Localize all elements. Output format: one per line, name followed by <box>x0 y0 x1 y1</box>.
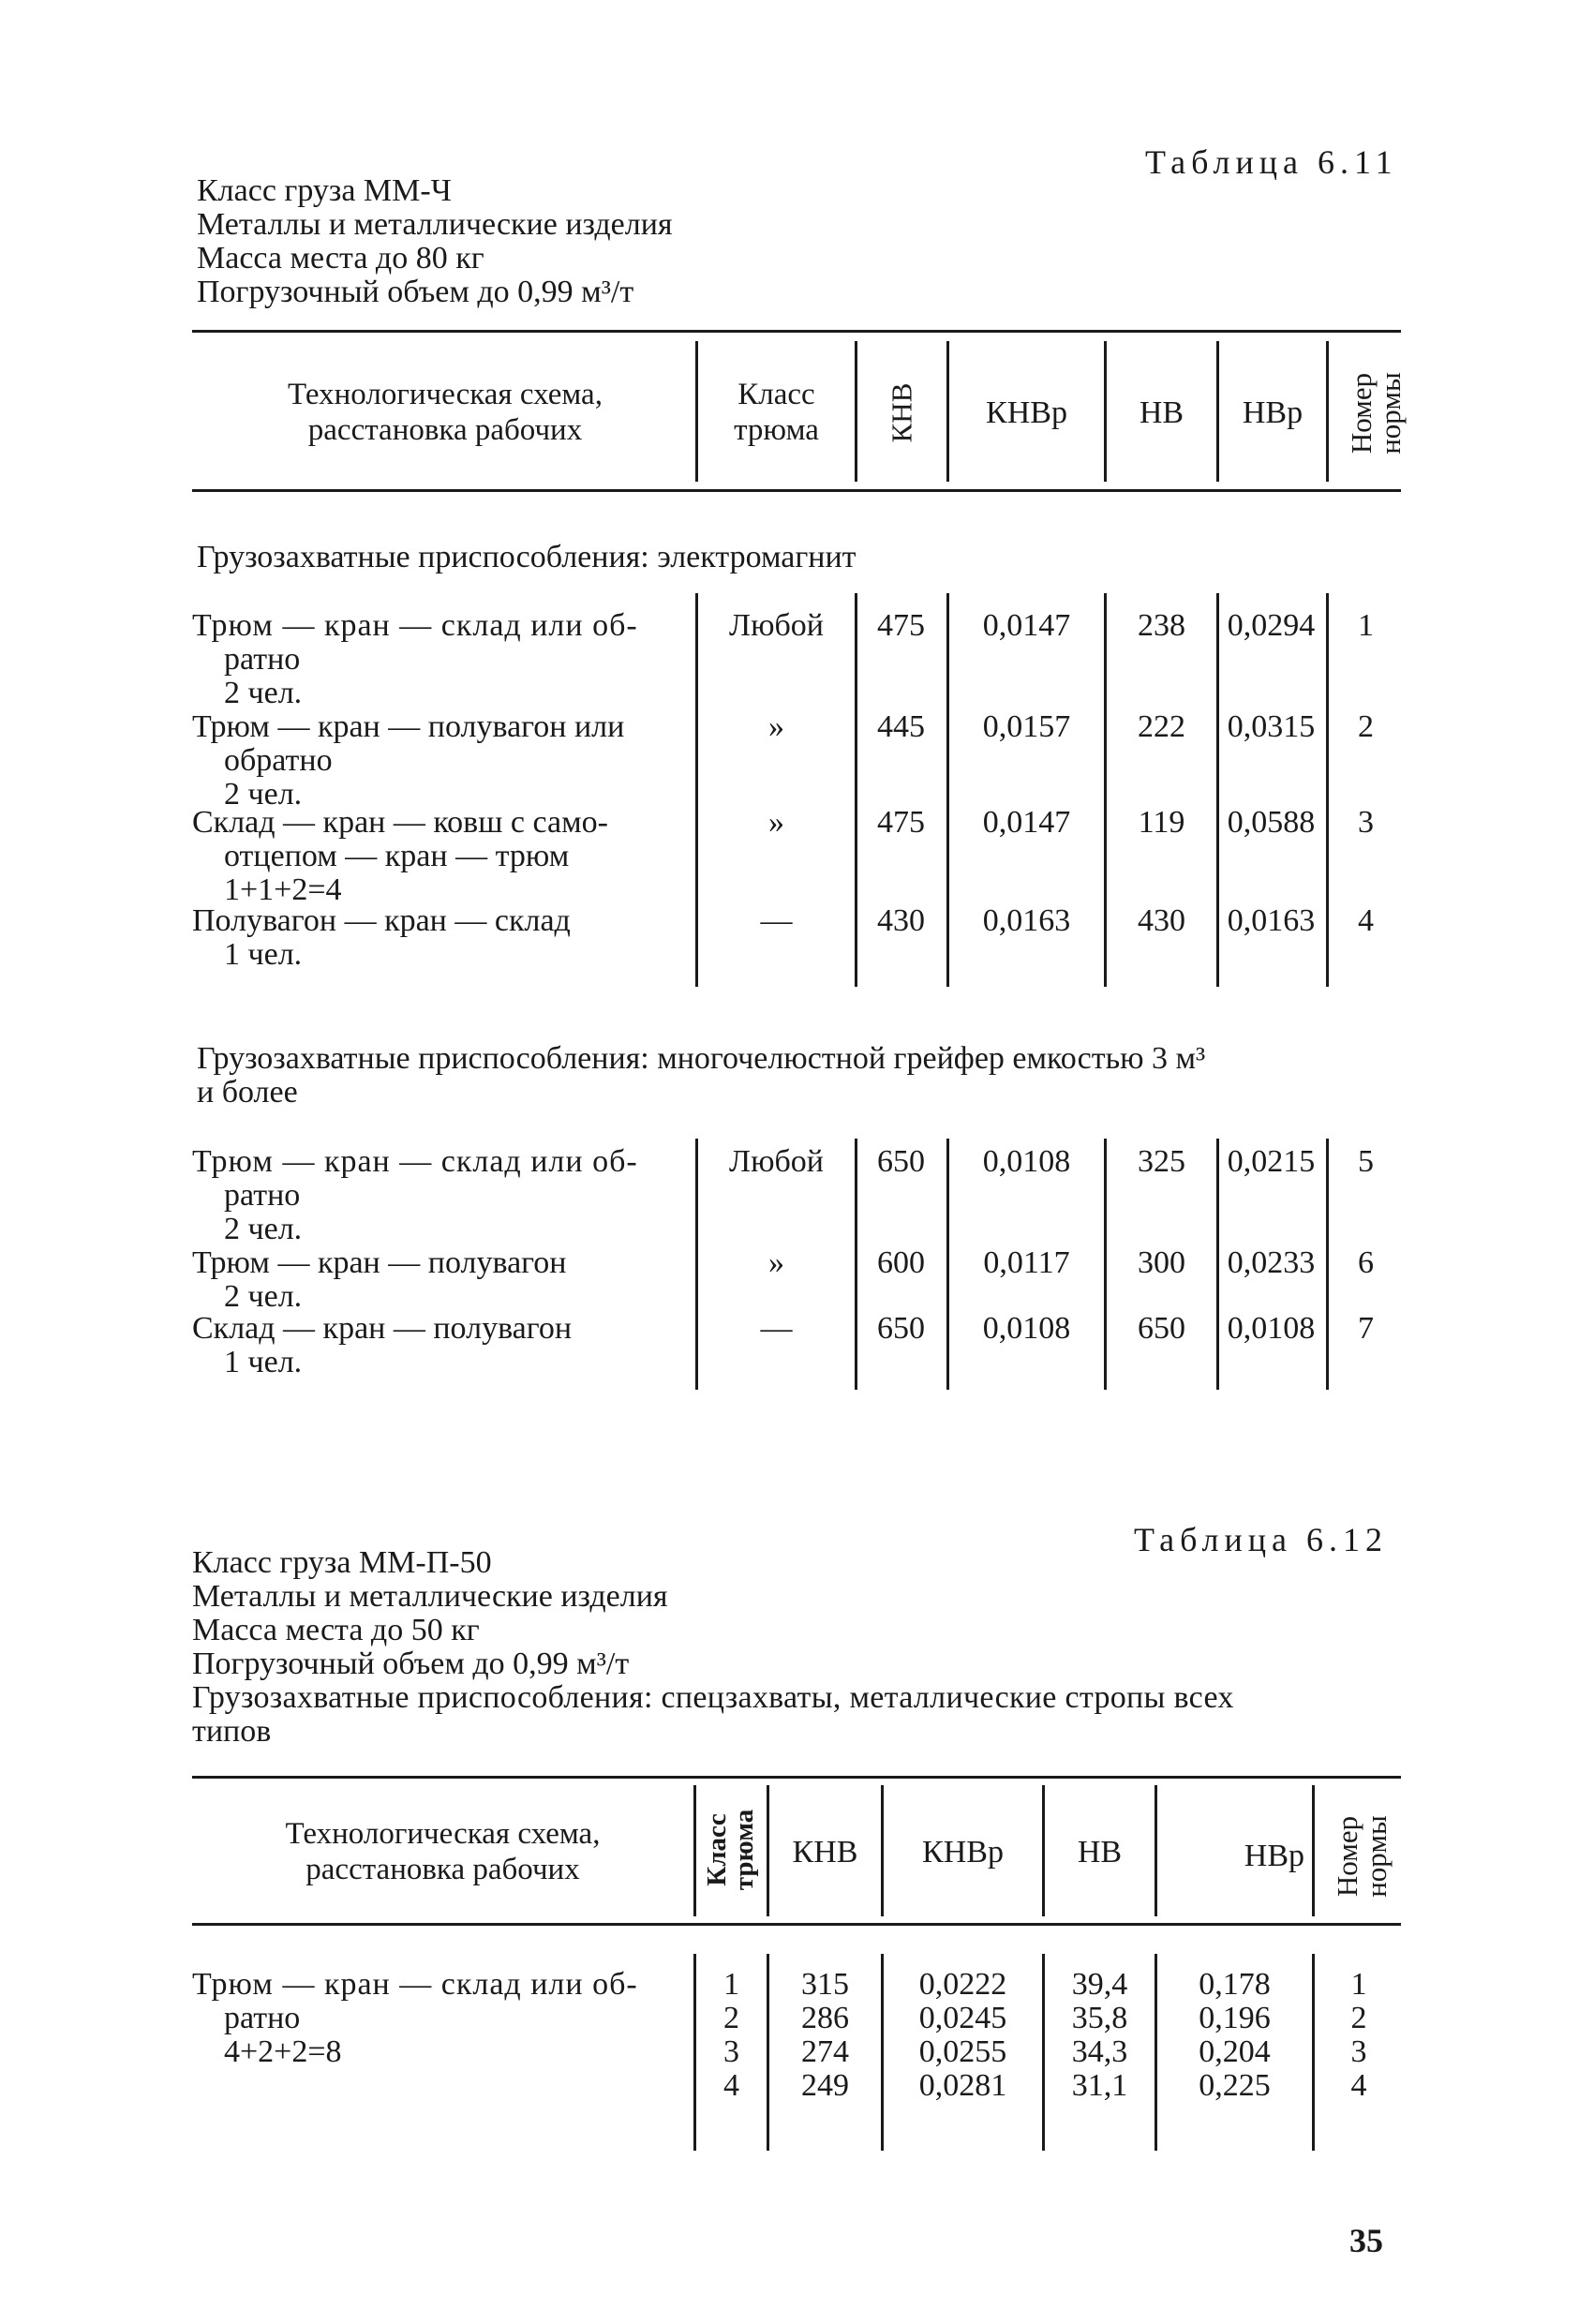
norm-cell: 4 <box>1358 903 1374 938</box>
nv-cell: 650 <box>1138 1311 1185 1346</box>
table-caption <box>192 1546 1401 1749</box>
table-header-rule <box>192 489 1401 492</box>
col-divider <box>1326 593 1329 987</box>
knv-value: 315 <box>801 1967 849 2002</box>
knv-cell: 600 <box>877 1245 925 1280</box>
nv-value: 34,3 <box>1071 2034 1128 2069</box>
col-divider <box>1326 1139 1329 1390</box>
group-title-line: и более <box>197 1075 298 1110</box>
knvr-cell: 0,0147 <box>982 805 1071 840</box>
knvr-cell: 0,0147 <box>982 608 1071 643</box>
scheme-text: 1 чел. <box>224 937 303 972</box>
scheme-text: ратно <box>224 2001 301 2035</box>
scheme-text: обратно <box>224 743 333 778</box>
header-text: Класс <box>737 378 815 411</box>
column-header-knvr: КНВр <box>986 395 1067 430</box>
table-top-rule <box>192 1776 1401 1779</box>
group-title-line: Грузозахватные приспособления: многочелюстной грейфер емкостью 3 м³ <box>197 1041 1206 1076</box>
knvr-cell: 0,0163 <box>982 903 1071 938</box>
col-divider <box>693 1785 696 1916</box>
group-title: Грузозахватные приспособления: электромагнит <box>197 540 857 574</box>
scheme-text: 2 чел. <box>224 1212 303 1246</box>
header-text: Номер <box>1331 1815 1363 1898</box>
scheme-text: 1 чел. <box>224 1345 303 1379</box>
table-row <box>192 1968 689 2069</box>
knvr-value: 0,0245 <box>918 2001 1007 2035</box>
scheme-text: ратно <box>224 642 301 677</box>
nvr-value: 0,196 <box>1199 2001 1271 2035</box>
scheme-text: 2 чел. <box>224 1279 303 1314</box>
norm-cell: 1 <box>1358 608 1374 643</box>
gripping-devices-cont: типов <box>192 1714 272 1749</box>
knvr-cell: 0,0108 <box>982 1311 1071 1346</box>
knv-value: 286 <box>801 2001 849 2035</box>
norm-cell: 7 <box>1358 1311 1374 1346</box>
col-divider <box>1326 341 1329 482</box>
hold-class-value: 3 <box>723 2034 739 2069</box>
cargo-volume: Погрузочный объем до 0,99 м³/т <box>197 275 634 309</box>
table-row <box>192 1312 689 1379</box>
col-divider <box>855 341 857 482</box>
header-text: Номер <box>1345 372 1378 454</box>
nv-cell <box>1045 1968 1155 2103</box>
knv-cell: 650 <box>877 1311 925 1346</box>
knvr-cell: 0,0108 <box>982 1144 1071 1179</box>
scheme-text: Трюм — кран — полувагон <box>192 1245 567 1280</box>
table-header-rule <box>192 1923 1401 1926</box>
header-text: нормы <box>1360 1815 1393 1898</box>
scheme-text: отцепом — кран — трюм <box>224 839 570 873</box>
nvr-cell: 0,0588 <box>1227 805 1316 840</box>
norm-value: 1 <box>1350 1967 1367 2002</box>
nvr-cell: 0,0108 <box>1227 1311 1316 1346</box>
norm-cell <box>1317 1968 1401 2103</box>
knvr-cell: 0,0157 <box>982 709 1071 744</box>
cargo-volume: Погрузочный объем до 0,99 м³/т <box>192 1646 630 1681</box>
table-label: Таблица 6.11 <box>1145 143 1398 181</box>
knv-cell: 650 <box>877 1144 925 1179</box>
hold-class-value: 2 <box>723 2001 739 2035</box>
scheme-text: 1+1+2=4 <box>224 872 342 907</box>
header-text: нормы <box>1374 372 1407 454</box>
scheme-text: ратно <box>224 1178 301 1213</box>
hold-class-cell: — <box>760 1311 793 1346</box>
table-caption <box>197 174 673 309</box>
table-label: Таблица 6.12 <box>1134 1521 1388 1558</box>
header-text: расстановка рабочих <box>305 1853 580 1886</box>
norm-value: 3 <box>1350 2034 1367 2069</box>
table-row <box>192 710 689 812</box>
table-row <box>192 904 689 972</box>
hold-class-cell <box>696 1968 767 2103</box>
column-header-nv: НВ <box>1139 395 1184 430</box>
knvr-value: 0,0255 <box>918 2034 1007 2069</box>
knvr-value: 0,0281 <box>918 2068 1007 2103</box>
column-header-hold-class <box>704 1794 758 1906</box>
nv-value: 35,8 <box>1071 2001 1128 2035</box>
cargo-mass: Масса места до 50 кг <box>192 1613 480 1647</box>
scheme-text: Склад — кран — ковш с само- <box>192 805 608 840</box>
cargo-class: Класс груза ММ-П-50 <box>192 1545 492 1580</box>
nv-value: 31,1 <box>1071 2068 1128 2103</box>
scheme-text: Склад — кран — полувагон <box>192 1311 573 1346</box>
scheme-text: 4+2+2=8 <box>224 2034 342 2069</box>
scheme-text: 2 чел. <box>224 676 303 710</box>
nvr-cell: 0,0233 <box>1227 1245 1316 1280</box>
header-text: Технологическая схема, <box>288 378 603 411</box>
hold-class-value: 4 <box>723 2068 739 2103</box>
header-text: трюма <box>734 413 819 447</box>
hold-class-value: 1 <box>723 1967 739 2002</box>
norm-cell: 3 <box>1358 805 1374 840</box>
hold-class-cell: » <box>768 805 784 840</box>
knvr-cell <box>884 1968 1042 2103</box>
knv-cell: 475 <box>877 608 925 643</box>
knvr-cell: 0,0117 <box>983 1245 1070 1280</box>
hold-class-cell: Любой <box>729 1144 824 1179</box>
norm-cell: 2 <box>1358 709 1374 744</box>
table-row <box>192 806 689 907</box>
column-header-norm <box>1347 343 1405 484</box>
scheme-text: Трюм — кран — полувагон или <box>192 709 625 744</box>
column-header-nvr: НВр <box>1242 395 1304 430</box>
column-header-nv: НВ <box>1077 1835 1123 1870</box>
column-header-knv: КНВ <box>792 1835 858 1870</box>
hold-class-cell: Любой <box>729 608 824 643</box>
cargo-class: Класс груза ММ-Ч <box>197 173 452 208</box>
nvr-cell: 0,0315 <box>1227 709 1316 744</box>
column-header-hold-class <box>698 377 855 448</box>
nvr-value: 0,178 <box>1199 1967 1271 2002</box>
nv-cell: 300 <box>1138 1245 1185 1280</box>
table-top-rule <box>192 330 1401 333</box>
cargo-mass: Масса места до 80 кг <box>197 241 484 276</box>
nvr-cell: 0,0163 <box>1227 903 1316 938</box>
group-title <box>197 1042 1406 1110</box>
col-divider <box>1312 1954 1315 2151</box>
norm-cell: 6 <box>1358 1245 1374 1280</box>
nv-cell: 325 <box>1138 1144 1185 1179</box>
knv-value: 274 <box>801 2034 849 2069</box>
gripping-devices: Грузозахватные приспособления: спецзахваты, металлические стропы всех <box>192 1680 1234 1715</box>
column-header-knv: КНВ <box>885 382 918 443</box>
column-header-scheme <box>197 1816 689 1887</box>
table-row <box>192 609 689 710</box>
page-number: 35 <box>1349 2222 1383 2259</box>
norm-value: 4 <box>1350 2068 1367 2103</box>
hold-class-cell: » <box>768 1245 784 1280</box>
column-header-knvr: КНВр <box>922 1835 1004 1870</box>
header-text: расстановка рабочих <box>307 413 583 447</box>
knv-cell <box>769 1968 881 2103</box>
header-text: трюма <box>729 1809 759 1891</box>
cargo-description: Металлы и металлические изделия <box>192 1579 668 1614</box>
norm-value: 2 <box>1350 2001 1367 2035</box>
nvr-value: 0,225 <box>1199 2068 1271 2103</box>
nv-cell: 119 <box>1138 805 1185 840</box>
scheme-text: Трюм — кран — склад или об- <box>192 608 638 643</box>
header-text: Технологическая схема, <box>285 1817 601 1851</box>
nv-cell: 222 <box>1138 709 1185 744</box>
column-header-norm <box>1333 1786 1391 1927</box>
norm-cell: 5 <box>1358 1144 1374 1179</box>
nvr-cell: 0,0215 <box>1227 1144 1316 1179</box>
knv-cell: 445 <box>877 709 925 744</box>
scheme-text: Трюм — кран — склад или об- <box>192 1967 638 2002</box>
column-header-nvr: НВр <box>1244 1839 1304 1873</box>
nvr-cell <box>1157 1968 1312 2103</box>
nv-cell: 430 <box>1138 903 1185 938</box>
column-header-scheme <box>197 377 693 448</box>
nvr-value: 0,204 <box>1199 2034 1271 2069</box>
knv-value: 249 <box>801 2068 849 2103</box>
cargo-description: Металлы и металлические изделия <box>197 207 673 242</box>
knv-cell: 430 <box>877 903 925 938</box>
table-row <box>192 1145 689 1246</box>
hold-class-cell: — <box>760 903 793 938</box>
hold-class-cell: » <box>768 709 784 744</box>
table-row <box>192 1246 689 1314</box>
nv-value: 39,4 <box>1071 1967 1128 2002</box>
nv-cell: 238 <box>1138 608 1185 643</box>
knv-cell: 475 <box>877 805 925 840</box>
knvr-value: 0,0222 <box>918 1967 1007 2002</box>
nvr-cell: 0,0294 <box>1227 608 1316 643</box>
scheme-text: Трюм — кран — склад или об- <box>192 1144 638 1179</box>
col-divider <box>1312 1785 1315 1916</box>
scheme-text: Полувагон — кран — склад <box>192 903 571 938</box>
header-text: Класс <box>702 1813 732 1886</box>
scheme-text: 2 чел. <box>224 777 303 812</box>
